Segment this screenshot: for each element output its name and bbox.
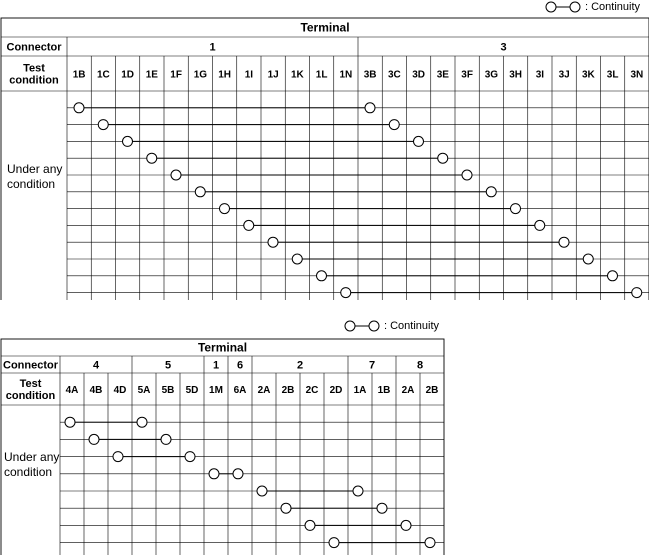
connector-group-label: 8 [416, 359, 424, 372]
continuity-node-icon [233, 469, 243, 479]
continuity-node-icon [377, 503, 387, 513]
connector-group-label: 3 [500, 41, 507, 54]
terminal-header: Terminal [300, 20, 350, 35]
test-condition-label: condition [9, 74, 59, 87]
test-condition-label: condition [5, 390, 56, 402]
terminal-label: 3F [461, 69, 473, 81]
connector-group-label: 5 [164, 359, 172, 372]
terminal-label: 2D [329, 385, 343, 396]
continuity-node-icon [89, 434, 99, 444]
terminal-label: 1J [267, 69, 279, 81]
terminal-label: 1K [290, 69, 304, 81]
legend-text: : Continuity [585, 1, 641, 13]
terminal-label: 3C [387, 69, 401, 81]
continuity-node-icon [305, 520, 315, 530]
terminal-label: 1N [339, 69, 353, 81]
terminal-label: 5A [137, 385, 151, 396]
continuity-node-icon [185, 452, 195, 462]
terminal-label: 1H [218, 69, 232, 81]
terminal-label: 2A [401, 385, 415, 396]
terminal-label: 4D [113, 385, 127, 396]
condition-label: condition [4, 465, 53, 479]
connector-label: Connector [3, 359, 58, 372]
terminal-label: 3L [606, 69, 619, 81]
connector-group-label: 6 [236, 359, 244, 372]
terminal-label: 2C [305, 385, 319, 396]
continuity-node-icon [353, 486, 363, 496]
test-condition-label: Test [23, 62, 45, 75]
connector-group-label: 4 [92, 359, 100, 372]
terminal-label: 3J [558, 69, 570, 81]
terminal-label: 3D [412, 69, 426, 81]
continuity-node-icon [329, 538, 339, 548]
condition-label: Under any [7, 162, 63, 176]
terminal-label: 3N [630, 69, 644, 81]
connector-group-label: 1 [212, 359, 220, 372]
continuity-node-icon [401, 520, 411, 530]
terminal-label: 3B [363, 69, 377, 81]
terminal-label: 1F [170, 69, 182, 81]
terminal-label: 1M [209, 385, 223, 396]
continuity-node-icon [161, 434, 171, 444]
terminal-label: 5B [161, 385, 175, 396]
terminal-label: 1L [315, 69, 328, 81]
terminal-label: 3I [535, 69, 545, 81]
connector-group-label: 1 [209, 41, 216, 54]
continuity-node-icon [257, 486, 267, 496]
terminal-label: 1I [244, 69, 254, 81]
test-condition-label: Test [19, 378, 42, 390]
table-border [1, 339, 444, 555]
condition-label: condition [7, 177, 56, 191]
terminal-label: 2A [257, 385, 271, 396]
terminal-label: 1D [121, 69, 135, 81]
continuity-node-icon [113, 452, 123, 462]
terminal-label: 4A [65, 385, 79, 396]
connector-group-label: 7 [368, 359, 376, 372]
terminal-label: 1A [353, 385, 367, 396]
terminal-label: 3E [436, 69, 449, 81]
continuity-node-icon [209, 469, 219, 479]
condition-label: Under any [4, 450, 60, 464]
terminal-label: 1E [145, 69, 158, 81]
terminal-label: 1G [193, 69, 208, 81]
terminal-label: 6A [233, 385, 247, 396]
terminal-label: 3H [509, 69, 523, 81]
terminal-label: 1B [377, 385, 391, 396]
terminal-label: 4B [89, 385, 103, 396]
continuity-node-icon [137, 417, 147, 427]
terminal-header: Terminal [197, 340, 248, 355]
terminal-label: 2B [425, 385, 439, 396]
terminal-label: 5D [185, 385, 199, 396]
terminal-label: 2B [281, 385, 295, 396]
terminal-label: 1B [72, 69, 86, 81]
continuity-node-icon [65, 417, 75, 427]
continuity-node-icon [425, 538, 435, 548]
connector-label: Connector [6, 41, 62, 54]
terminal-label: 3K [581, 69, 595, 81]
legend-text: : Continuity [384, 320, 440, 332]
connector-group-label: 2 [296, 359, 304, 372]
continuity-node-icon [281, 503, 291, 513]
terminal-label: 1C [96, 69, 110, 81]
terminal-label: 3G [484, 69, 499, 81]
